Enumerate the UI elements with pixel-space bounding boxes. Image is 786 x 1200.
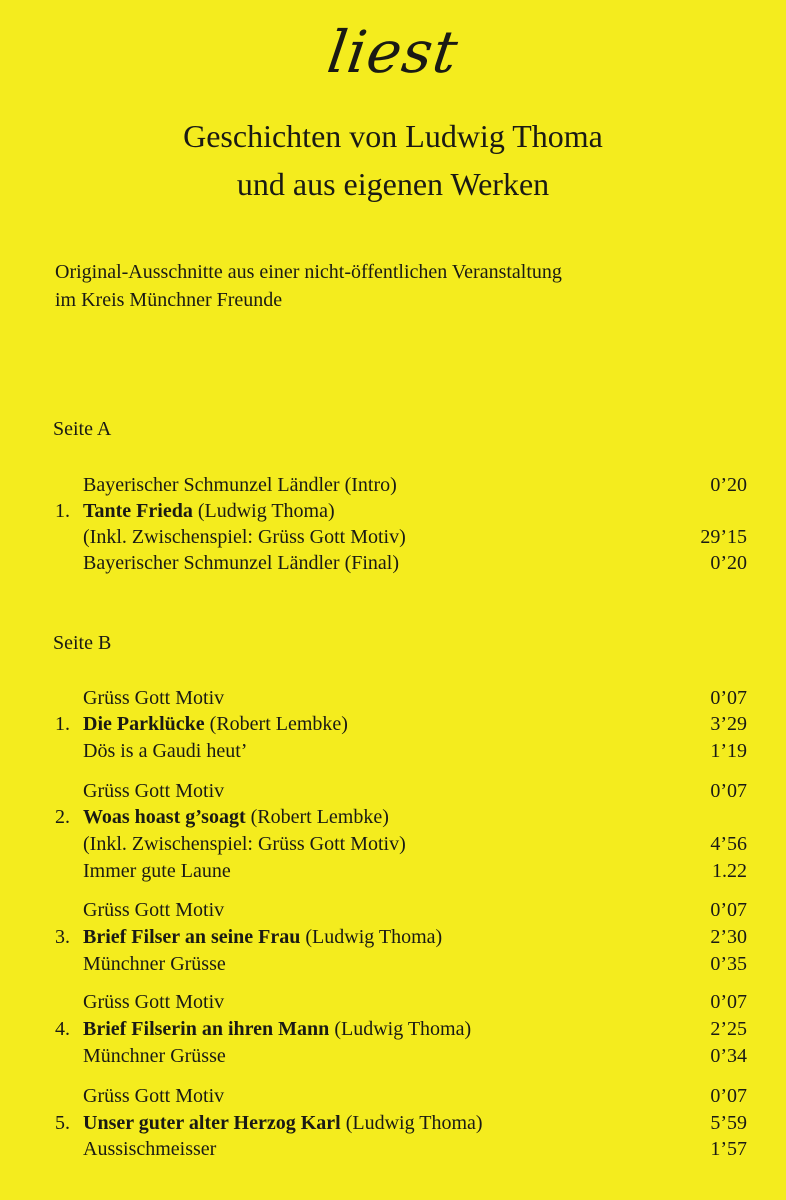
- track-title: Bayerischer Schmunzel Ländler (Intro): [83, 474, 397, 496]
- track-duration: 2’25: [710, 1018, 747, 1040]
- track-row: [55, 524, 747, 550]
- track-row: [55, 1083, 747, 1109]
- track-title: (Inkl. Zwischenspiel: Grüss Gott Motiv): [83, 833, 406, 855]
- track-duration: [667, 498, 747, 524]
- track-title: Aussischmeisser: [83, 1138, 217, 1160]
- track-row: [55, 1016, 747, 1042]
- track-number: [55, 685, 83, 711]
- track-duration: 0’20: [710, 474, 747, 496]
- track-duration: 0’07: [710, 1085, 747, 1107]
- track-row: [55, 858, 747, 884]
- track-number: 1.: [55, 500, 70, 522]
- intro-text: [55, 258, 755, 314]
- track-number: [55, 831, 83, 857]
- track-title: Brief Filserin an ihren Mann (Ludwig Thoma): [83, 1018, 472, 1040]
- track-row: [55, 685, 747, 711]
- track-number: [55, 951, 83, 977]
- side-a-label: Seite A: [53, 418, 112, 440]
- track-number: 2.: [55, 806, 70, 828]
- side-b-label: Seite B: [53, 632, 112, 654]
- track-number: [55, 738, 83, 764]
- track-title: Tante Frieda (Ludwig Thoma): [83, 500, 335, 522]
- track-title: Münchner Grüsse: [83, 1045, 226, 1067]
- track-duration: 2’30: [710, 926, 747, 948]
- track-duration: 0’07: [710, 687, 747, 709]
- track-row: [55, 989, 747, 1015]
- track-duration: 4’56: [710, 833, 747, 855]
- track-duration: 1.22: [712, 860, 747, 882]
- track-duration: 5’59: [710, 1112, 747, 1134]
- track-number: [55, 989, 83, 1015]
- intro-line-1: Original-Ausschnitte aus einer nicht-öffentlichen Veranstaltung: [55, 261, 562, 283]
- track-number: 5.: [55, 1112, 70, 1134]
- track-number: [55, 550, 83, 576]
- track-title: Brief Filser an seine Frau (Ludwig Thoma): [83, 926, 443, 948]
- track-number: 1.: [55, 713, 70, 735]
- track-title: Grüss Gott Motiv: [83, 991, 225, 1013]
- track-row: [55, 1110, 747, 1136]
- track-row: [55, 498, 747, 524]
- track-duration: 0’35: [710, 953, 747, 975]
- headline-line-1: Geschichten von Ludwig Thoma: [183, 118, 603, 154]
- track-row: [55, 831, 747, 857]
- track-duration: 0’07: [710, 991, 747, 1013]
- headline-line-2: und aus eigenen Werken: [236, 166, 550, 202]
- track-number: [55, 1136, 83, 1162]
- track-duration: 0’34: [710, 1045, 747, 1067]
- track-row: [55, 897, 747, 923]
- track-number: [55, 778, 83, 804]
- track-title: Grüss Gott Motiv: [83, 687, 225, 709]
- headline: [0, 112, 786, 208]
- track-number: [55, 1083, 83, 1109]
- track-duration: [667, 804, 747, 830]
- track-number: 4.: [55, 1018, 70, 1040]
- track-row: [55, 951, 747, 977]
- track-number: [55, 472, 83, 498]
- track-title: Dös is a Gaudi heut’: [83, 740, 248, 762]
- track-duration: 29’15: [700, 526, 747, 548]
- track-title: Münchner Grüsse: [83, 953, 226, 975]
- script-title: liest: [323, 18, 463, 86]
- track-number: [55, 897, 83, 923]
- track-title: Grüss Gott Motiv: [83, 899, 225, 921]
- track-duration: 0’07: [710, 780, 747, 802]
- track-title: Woas hoast g’soagt (Robert Lembke): [83, 806, 389, 828]
- track-title: Grüss Gott Motiv: [83, 780, 225, 802]
- track-title: Grüss Gott Motiv: [83, 1085, 225, 1107]
- track-title: Die Parklücke (Robert Lembke): [83, 713, 348, 735]
- intro-line-2: im Kreis Münchner Freunde: [55, 289, 283, 311]
- track-title: Bayerischer Schmunzel Ländler (Final): [83, 552, 399, 574]
- track-row: [55, 1043, 747, 1069]
- track-number: [55, 1043, 83, 1069]
- track-row: [55, 711, 747, 737]
- track-row: [55, 738, 747, 764]
- track-row: [55, 1136, 747, 1162]
- track-number: [55, 858, 83, 884]
- track-duration: 1’57: [710, 1138, 747, 1160]
- track-duration: 0’07: [710, 899, 747, 921]
- track-duration: 1’19: [710, 740, 747, 762]
- track-row: [55, 778, 747, 804]
- track-number: [55, 524, 83, 550]
- track-row: [55, 550, 747, 576]
- track-duration: 0’20: [710, 552, 747, 574]
- track-title: Immer gute Laune: [83, 860, 231, 882]
- track-title: Unser guter alter Herzog Karl (Ludwig Thoma): [83, 1112, 483, 1134]
- track-title: (Inkl. Zwischenspiel: Grüss Gott Motiv): [83, 526, 406, 548]
- track-row: [55, 924, 747, 950]
- track-row: [55, 472, 747, 498]
- track-duration: 3’29: [710, 713, 747, 735]
- track-number: 3.: [55, 926, 70, 948]
- track-row: [55, 804, 747, 830]
